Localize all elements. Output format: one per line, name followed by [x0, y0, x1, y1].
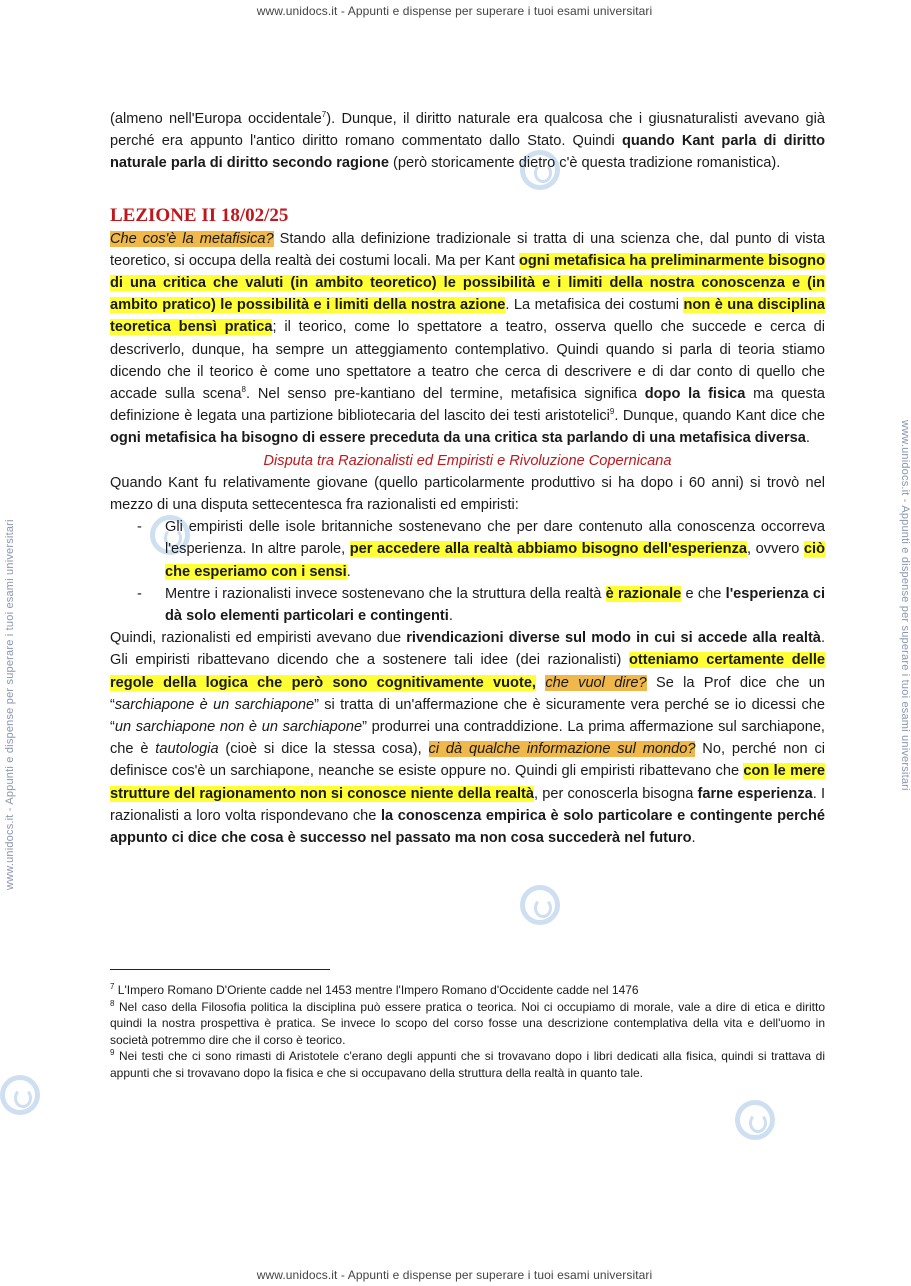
- footnote-8: $^8$ Nel caso della Filosofia politica la disciplina può essere pratica o teorica. Noi ci occupiamo di morale, vale a dire di etica e diritto quindi la nostra prospettiva è pratica. Se invece lo scopo del corso fosse una descrizione contemplativa della vita e dell'uomo in società potremmo dire che il corso è teorico.: [110, 998, 825, 1047]
- dispute-list: [110, 516, 825, 627]
- watermark-top: www.unidocs.it - Appunti e dispense per superare i tuoi esami universitari: [256, 4, 653, 18]
- document-body: [110, 108, 825, 849]
- section-subtitle: Disputa tra Razionalisti ed Empiristi e Rivoluzione Copernicana: [263, 452, 672, 469]
- list-item-rationalists: - Mentre i razionalisti invece sostenevano che la struttura della realtà è razionale e che l'esperienza ci dà solo elementi particolari e contingenti.: [110, 583, 825, 627]
- footnotes: [110, 982, 825, 1081]
- watermark-right: www.unidocs.it - Appunti e dispense per superare i tuoi esami universitari: [899, 420, 911, 791]
- metaphysics-paragraph: Che cos'è la metafisica? Stando alla definizione tradizionale si tratta di una scienza che, dal punto di vista teoretico, si occupa della realtà dei costumi locali. Ma per Kant ogni metafisica ha preliminarmente bisogno di una critica che valuti (in ambito teoretico) le possibilità e i limiti della nostra conoscenza e (in ambito pratico) le possibilità e i limiti della nostra azione. La metafisica dei costumi non è una disciplina teoretica bensì pratica; il teorico, come lo spettatore a teatro, osserva quello che succede e cerca di descriverlo, dunque, ha sempre un atteggiamento contemplativo. Quindi quando si parla di teoria stiamo dicendo che il teorico è come uno spettatore a teatro che cerca di descrivere e di dar conto di quello che accade sulla scena$^8$. Nel senso pre-kantiano del termine, metafisica significa dopo la fisica ma questa definizione è legata una partizione bibliotecaria del lascito dei testi aristotelici$^9$. Dunque, quando Kant dice che ogni metafisica ha bisogno di essere preceduta da una critica sta parlando di una metafisica diversa.: [110, 230, 826, 447]
- rivendications-paragraph: Quindi, razionalisti ed empiristi avevano due rivendicazioni diverse sul modo in cui si accede alla realtà. Gli empiristi ribattevano dicendo che a sostenere tali idee (dei razionalisti) otteniamo certamente delle regole della logica che però sono cognitivamente vuote, che vuol dire? Se la Prof dice che un “sarchiapone è un sarchiapone” si tratta di un'affermazione che è sicuramente vera perché se io dicessi che “un sarchiapone non è un sarchiapone” produrrei una contraddizione. La prima affermazione sul sarchiapone, che è tautologia (cioè si dice la stessa cosa), ci dà qualche informazione sul mondo? No, perché non ci definisce cos'è un sarchiapone, neanche se esiste oppure no. Quindi gli empiristi ribattevano che con le mere strutture del ragionamento non si conosce niente della realtà, per conoscerla bisogna farne esperienza. I razionalisti a loro volta rispondevano che la conoscenza empirica è solo particolare e contingente perché appunto ci dice che cosa è successo nel passato ma non cosa succederà nel futuro.: [110, 630, 826, 847]
- unidocs-logo-icon: [520, 885, 560, 925]
- list-item-empiricists: - Gli empiristi delle isole britanniche sostenevano che per dare contenuto alla conoscenza occorreva l'esperienza. In altre parole, per accedere alla realtà abbiamo bisogno dell'esperienza, ovvero ciò che esperiamo con i sensi.: [110, 516, 825, 583]
- watermark-bottom: www.unidocs.it - Appunti e dispense per superare i tuoi esami universitari: [256, 1268, 653, 1282]
- footnote-9: $^9$ Nei testi che ci sono rimasti di Aristotele c'erano degli appunti che si trovavano dopo i libri dedicati alla fisica, quindi si trattava di appunti che si trovavano dopo la fisica e che si occupavano della struttura della realtà in quanto tale.: [110, 1048, 825, 1080]
- intro-paragraph: (almeno nell'Europa occidentale$^7$). Dunque, il diritto naturale era qualcosa che i giusnaturalisti avevano già perché era appunto l'antico diritto romano commentato dallo Stato. Quindi quando Kant parla di diritto naturale parla di diritto secondo ragione (però storicamente dietro c'è questa tradizione romanistica).: [110, 110, 825, 172]
- unidocs-logo-icon: [735, 1100, 775, 1140]
- watermark-left: www.unidocs.it - Appunti e dispense per superare i tuoi esami universitari: [4, 519, 16, 890]
- dispute-intro-paragraph: Quando Kant fu relativamente giovane (quello particolarmente produttivo si ha dopo i 60 anni) si trovò nel mezzo di una disputa settecentesca fra razionalisti ed empiristi:: [110, 474, 825, 514]
- footnote-separator: [110, 969, 330, 970]
- unidocs-logo-icon: [0, 1075, 40, 1115]
- lesson-title: LEZIONE II 18/02/25: [110, 204, 289, 226]
- footnote-7: $^7$ L'Impero Romano D'Oriente cadde nel 1453 mentre l'Impero Romano d'Occidente cadde nel 1476: [110, 982, 639, 997]
